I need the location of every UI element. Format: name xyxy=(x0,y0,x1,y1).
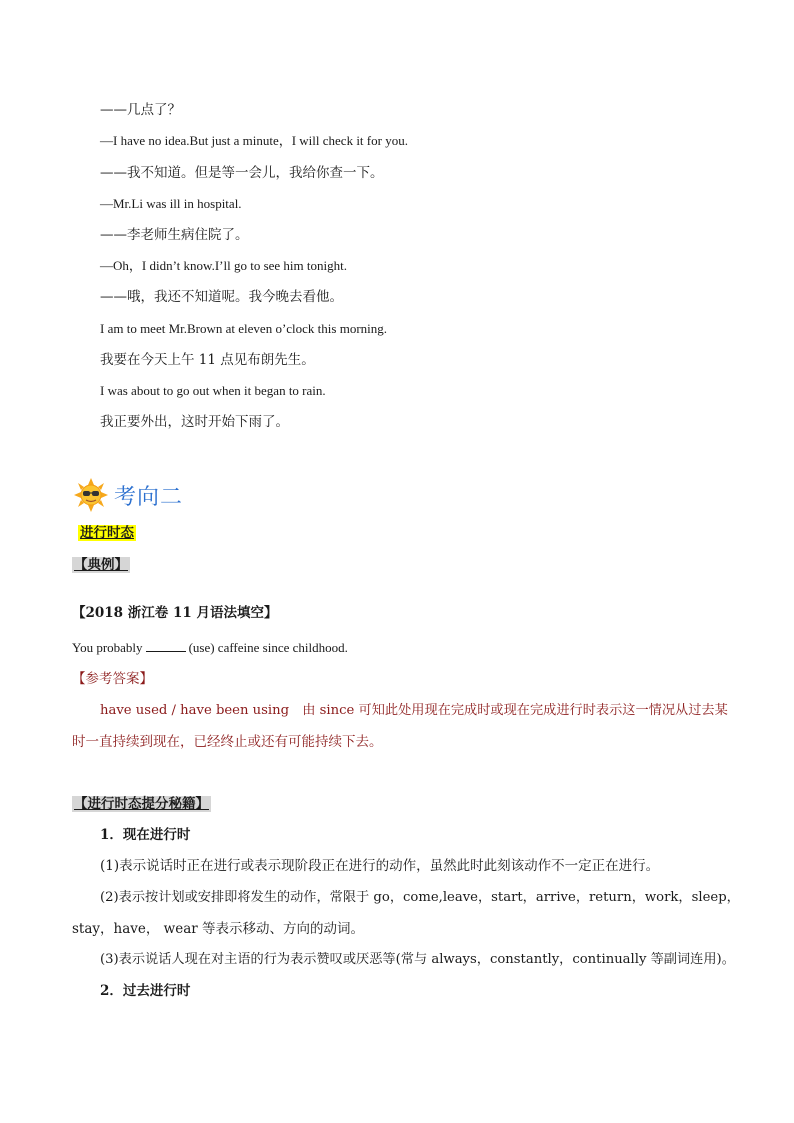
dialogue-line-2: —I have no idea.But just a minute，I will check it for you. xyxy=(100,133,408,148)
tips-heading-2: 2．过去进行时 xyxy=(100,983,191,999)
dialogue-line-6: —Oh，I didn’t know.I’ll go to see him tonight. xyxy=(100,258,347,273)
section-subtitle xyxy=(78,524,136,542)
tips-point-3: (3)表示说话人现在对主语的行为表示赞叹或厌恶等(常与 always，constantly，continually 等副词连用)。 xyxy=(100,952,735,967)
section-title: 考向二 xyxy=(114,485,184,510)
dialogue-line-9: 我要在今天上午 11 点见布朗先生。 xyxy=(100,352,315,368)
tips-point-2a: (2)表示按计划或安排即将发生的动作，常限于 go，come,leave，start，arrive，return，work，sleep， xyxy=(100,890,740,905)
tips-point-2b: stay，have， wear 等表示移动、方向的动词。 xyxy=(72,921,365,937)
question-source: 【2018 浙江卷 11 月语法填空】 xyxy=(72,605,278,621)
tips-point-1: (1)表示说话时正在进行或表示现阶段正在进行的动作，虽然此时此刻该动作不一定正在进行。 xyxy=(100,858,660,874)
tips-label xyxy=(72,795,211,813)
dialogue-line-5: ——李老师生病住院了。 xyxy=(100,227,249,243)
answer-label: 【参考答案】 xyxy=(72,671,153,687)
answer-blank xyxy=(146,639,186,652)
dialogue-line-4: —Mr.Li was ill in hospital. xyxy=(100,196,242,211)
tips-label-text: 【进行时态提分秘籍】 xyxy=(74,796,209,812)
question-after: (use) caffeine since childhood. xyxy=(188,640,348,655)
dialogue-line-1: ——几点了？ xyxy=(100,102,181,118)
subtitle-highlight: 进行时态 xyxy=(80,525,134,541)
dialogue-line-8: I am to meet Mr.Brown at eleven o’clock this morning. xyxy=(100,321,388,336)
answer-line-2: 时一直持续到现在，已经终止或还有可能持续下去。 xyxy=(72,734,383,750)
dialogue-line-3: ——我不知道。但是等一会儿，我给你查一下。 xyxy=(100,165,384,181)
sun-with-sunglasses-icon xyxy=(72,478,110,512)
example-label-text: 【典例】 xyxy=(74,557,128,573)
dialogue-line-11: 我正要外出，这时开始下雨了。 xyxy=(100,414,289,430)
tips-heading-1: 1．现在进行时 xyxy=(100,827,191,843)
question-before: You probably xyxy=(72,640,143,655)
dialogue-line-10: I was about to go out when it began to rain. xyxy=(100,383,326,398)
question-line xyxy=(72,639,348,657)
answer-line-1: have used / have been using 由 since 可知此处用现在完成时或现在完成进行时表示这一情况从过去某 xyxy=(100,703,728,718)
dialogue-line-7: ——哦，我还不知道呢。我今晚去看他。 xyxy=(100,289,343,305)
example-label xyxy=(72,556,130,574)
